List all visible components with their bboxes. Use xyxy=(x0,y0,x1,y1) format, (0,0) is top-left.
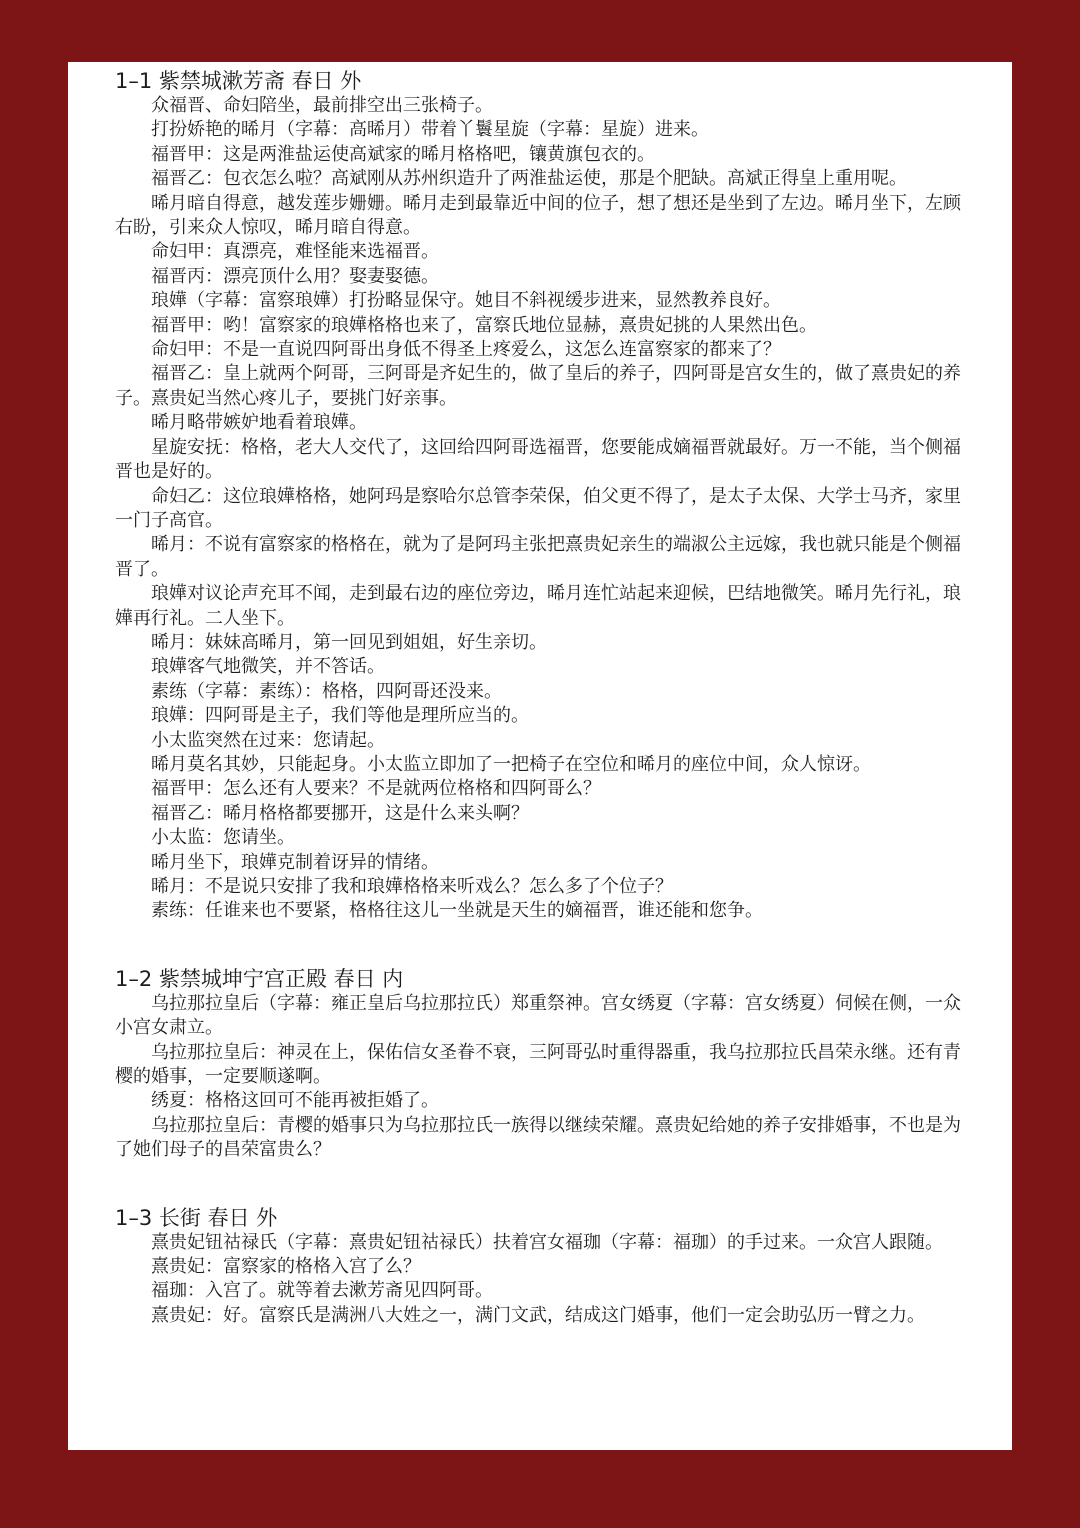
script-paragraph: 福晋乙：皇上就两个阿哥，三阿哥是齐妃生的，做了皇后的养子，四阿哥是宫女生的，做了熹贵妃的养子。熹贵妃当然心疼儿子，要挑门好亲事。 xyxy=(115,363,961,409)
scene-title: 1–3 长街 春日 外 xyxy=(115,1205,278,1230)
script-paragraph: 晞月暗自得意，越发莲步姗姗。晞月走到最靠近中间的位子，想了想还是坐到了左边。晞月坐下，左顾右盼，引来众人惊叹，晞月暗自得意。 xyxy=(115,192,961,239)
script-page xyxy=(68,62,1012,1450)
script-paragraph: 晞月坐下，琅嬅克制着讶异的情绪。 xyxy=(151,851,439,873)
script-paragraph: 打扮娇艳的晞月（字幕：高晞月）带着丫鬟星旋（字幕：星旋）进来。 xyxy=(151,119,709,141)
script-paragraph: 众福晋、命妇陪坐，最前排空出三张椅子。 xyxy=(151,95,493,116)
scene-body xyxy=(115,992,966,1163)
script-paragraph: 福晋甲：哟！富察家的琅嬅格格也来了，富察氏地位显赫，熹贵妃挑的人果然出色。 xyxy=(151,314,817,336)
script-paragraph: 晞月略带嫉妒地看着琅嬅。 xyxy=(151,412,367,434)
script-paragraph: 琅嬅客气地微笑，并不答话。 xyxy=(151,656,385,678)
scene-title: 1–2 紫禁城坤宁宫正殿 春日 内 xyxy=(115,966,404,991)
script-paragraph: 命妇乙：这位琅嬅格格，她阿玛是察哈尔总管李荣保，伯父更不得了，是太子太保、大学士马齐，家里一门子高官。 xyxy=(115,485,961,531)
script-paragraph: 命妇甲：不是一直说四阿哥出身低不得圣上疼爱么，这怎么连富察家的都来了？ xyxy=(151,339,781,361)
script-paragraph: 小太监突然在过来：您请起。 xyxy=(151,729,385,751)
script-paragraph: 乌拉那拉皇后（字幕：雍正皇后乌拉那拉氏）郑重祭神。宫女绣夏（字幕：宫女绣夏）伺候在侧，一众小宫女肃立。 xyxy=(115,992,961,1039)
script-paragraph: 熹贵妃：富察家的格格入宫了么？ xyxy=(151,1256,421,1278)
scene-1-2 xyxy=(115,966,966,1163)
script-paragraph: 乌拉那拉皇后：神灵在上，保佑信女圣眷不衰，三阿哥弘时重得器重，我乌拉那拉氏昌荣永继。还有青樱的婚事，一定要顺遂啊。 xyxy=(115,1041,961,1088)
scene-title: 1–1 紫禁城漱芳斋 春日 外 xyxy=(115,69,362,93)
scene-1-3 xyxy=(115,1205,966,1329)
script-paragraph: 绣夏：格格这回可不能再被拒婚了。 xyxy=(151,1090,439,1112)
script-paragraph: 熹贵妃钮祜禄氏（字幕：熹贵妃钮祜禄氏）扶着宫女福珈（字幕：福珈）的手过来。一众宫人跟随。 xyxy=(151,1231,943,1253)
script-paragraph: 琅嬅（字幕：富察琅嬅）打扮略显保守。她目不斜视缓步进来，显然教养良好。 xyxy=(151,290,781,312)
script-paragraph: 晞月莫名其妙，只能起身。小太监立即加了一把椅子在空位和晞月的座位中间，众人惊讶。 xyxy=(151,753,871,775)
scene-body xyxy=(115,1231,966,1329)
script-paragraph: 晞月：不说有富察家的格格在，就为了是阿玛主张把熹贵妃亲生的端淑公主远嫁，我也就只能是个侧福晋了。 xyxy=(115,534,961,580)
script-paragraph: 福珈：入宫了。就等着去漱芳斋见四阿哥。 xyxy=(151,1280,493,1302)
script-paragraph: 素练（字幕：素练）：格格，四阿哥还没来。 xyxy=(151,680,502,702)
script-paragraph: 琅嬅：四阿哥是主子，我们等他是理所应当的。 xyxy=(151,705,529,727)
script-paragraph: 晞月：妹妹高晞月，第一回见到姐姐，好生亲切。 xyxy=(151,631,547,653)
script-paragraph: 福晋甲：怎么还有人要来？不是就两位格格和四阿哥么？ xyxy=(151,778,601,800)
script-paragraph: 素练：任谁来也不要紧，格格往这儿一坐就是天生的嫡福晋，谁还能和您争。 xyxy=(151,900,763,922)
script-paragraph: 琅嬅对议论声充耳不闻，走到最右边的座位旁边，晞月连忙站起来迎候，巴结地微笑。晞月先行礼，琅嬅再行礼。二人坐下。 xyxy=(115,583,961,629)
scene-body xyxy=(115,94,966,924)
script-paragraph: 晞月：不是说只安排了我和琅嬅格格来听戏么？怎么多了个位子？ xyxy=(151,876,673,897)
script-paragraph: 福晋乙：晞月格格都要挪开，这是什么来头啊？ xyxy=(151,802,529,824)
script-paragraph: 命妇甲：真漂亮，难怪能来选福晋。 xyxy=(151,241,439,263)
script-paragraph: 福晋甲：这是两淮盐运使高斌家的晞月格格吧，镶黄旗包衣的。 xyxy=(151,143,655,165)
script-paragraph: 星旋安抚：格格，老大人交代了，这回给四阿哥选福晋，您要能成嫡福晋就最好。万一不能，当个侧福晋也是好的。 xyxy=(115,436,961,483)
scene-1-1 xyxy=(115,68,966,924)
script-paragraph: 乌拉那拉皇后：青樱的婚事只为乌拉那拉氏一族得以继续荣耀。熹贵妃给她的养子安排婚事，不也是为了她们母子的昌荣富贵么？ xyxy=(115,1114,961,1161)
script-paragraph: 小太监：您请坐。 xyxy=(151,827,295,849)
script-paragraph: 福晋丙：漂亮顶什么用？娶妻娶德。 xyxy=(151,265,439,287)
script-paragraph: 熹贵妃：好。富察氏是满洲八大姓之一，满门文武，结成这门婚事，他们一定会助弘历一臂之力。 xyxy=(151,1304,925,1326)
script-paragraph: 福晋乙：包衣怎么啦？高斌刚从苏州织造升了两淮盐运使，那是个肥缺。高斌正得皇上重用呢。 xyxy=(151,168,907,190)
